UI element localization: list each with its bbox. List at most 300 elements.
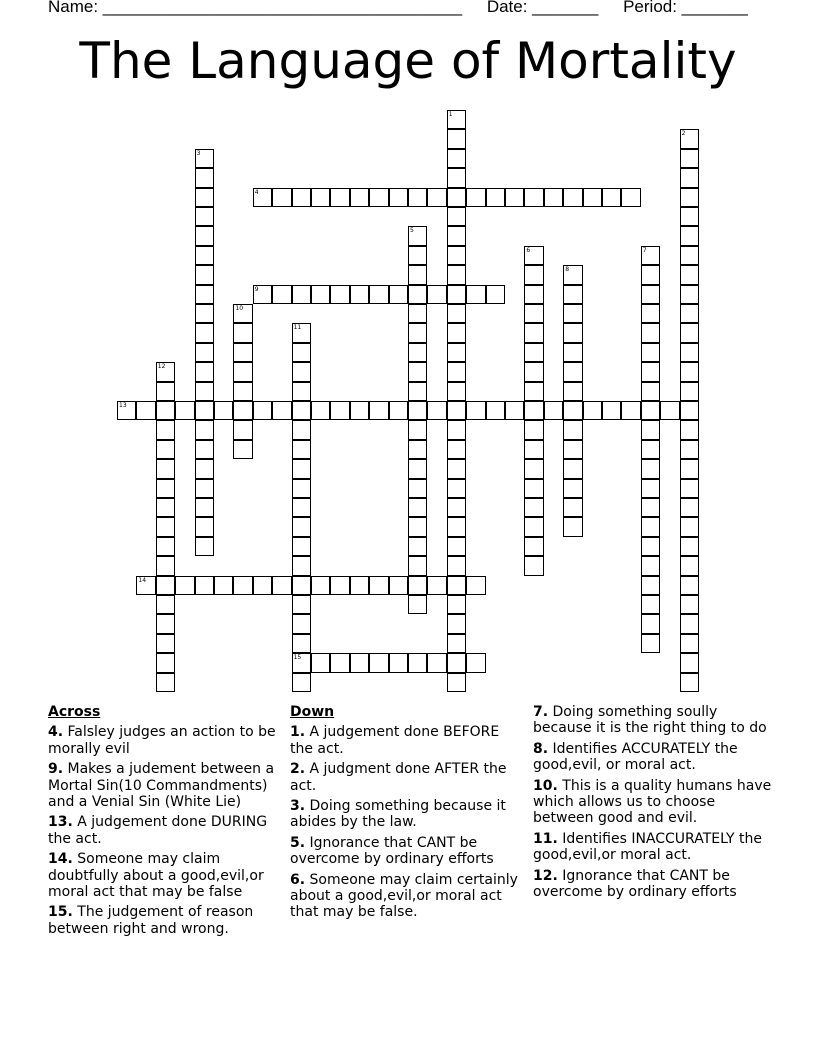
clue-number: 8. bbox=[533, 740, 549, 757]
crossword-cell[interactable] bbox=[136, 401, 155, 420]
crossword-cell[interactable] bbox=[330, 576, 349, 595]
crossword-cell[interactable] bbox=[214, 401, 233, 420]
crossword-cell[interactable] bbox=[641, 401, 660, 420]
clue-number: 10. bbox=[533, 777, 558, 794]
crossword-cell[interactable] bbox=[292, 537, 311, 556]
crossword-cell[interactable] bbox=[524, 382, 543, 401]
crossword-cell[interactable] bbox=[175, 576, 194, 595]
crossword-cell[interactable] bbox=[621, 401, 640, 420]
clue-number-label: 10 bbox=[235, 305, 244, 312]
clue-number: 5. bbox=[290, 834, 306, 851]
crossword-cell[interactable] bbox=[524, 362, 543, 381]
crossword-cell[interactable] bbox=[292, 517, 311, 536]
crossword-cell[interactable] bbox=[292, 634, 311, 653]
crossword-cell[interactable] bbox=[524, 304, 543, 323]
crossword-cell[interactable] bbox=[524, 323, 543, 342]
crossword-cell[interactable] bbox=[641, 576, 660, 595]
crossword-cell[interactable] bbox=[233, 420, 252, 439]
crossword-cell[interactable] bbox=[641, 498, 660, 517]
crossword-cell[interactable] bbox=[350, 576, 369, 595]
crossword-cell[interactable] bbox=[621, 188, 640, 207]
crossword-cell[interactable] bbox=[156, 614, 175, 633]
crossword-cell[interactable] bbox=[156, 459, 175, 478]
crossword-cell[interactable] bbox=[524, 401, 543, 420]
crossword-cell[interactable] bbox=[447, 207, 466, 226]
clue-number: 3. bbox=[290, 798, 306, 815]
crossword-cell[interactable] bbox=[292, 479, 311, 498]
clue-text: Someone may claim doubtfully about a good,evil,or moral act that may be false bbox=[48, 851, 264, 901]
crossword-cell[interactable] bbox=[311, 401, 330, 420]
clue-number-label: 13 bbox=[119, 402, 127, 409]
crossword-cell[interactable] bbox=[292, 556, 311, 575]
clue-text: This is a quality humans have which allows us to choose between good and evil. bbox=[533, 777, 772, 827]
crossword-cell[interactable] bbox=[641, 343, 660, 362]
crossword-cell[interactable] bbox=[195, 401, 214, 420]
crossword-cell[interactable] bbox=[195, 537, 214, 556]
crossword-cell[interactable] bbox=[524, 479, 543, 498]
crossword-cell[interactable] bbox=[350, 285, 369, 304]
clue-across bbox=[48, 851, 284, 900]
crossword-cell[interactable] bbox=[195, 226, 214, 245]
clue-across bbox=[48, 904, 284, 937]
crossword-cell[interactable] bbox=[389, 576, 408, 595]
crossword-cell[interactable] bbox=[447, 673, 466, 692]
clue-number: 13. bbox=[48, 814, 73, 831]
crossword-cell[interactable] bbox=[447, 440, 466, 459]
crossword-cell[interactable] bbox=[563, 382, 582, 401]
clue-down bbox=[533, 831, 773, 864]
crossword-cell[interactable] bbox=[544, 188, 563, 207]
crossword-cell[interactable] bbox=[195, 420, 214, 439]
crossword-cell[interactable] bbox=[156, 653, 175, 672]
crossword-cell[interactable] bbox=[447, 129, 466, 148]
crossword-cell[interactable] bbox=[641, 479, 660, 498]
crossword-cell[interactable] bbox=[156, 498, 175, 517]
clue-down bbox=[290, 761, 526, 794]
clue-down bbox=[533, 778, 773, 827]
crossword-cell[interactable] bbox=[447, 323, 466, 342]
crossword-cell[interactable] bbox=[408, 401, 427, 420]
clue-number-label: 1 bbox=[448, 111, 453, 118]
clue-down bbox=[290, 872, 526, 921]
crossword-cell[interactable] bbox=[369, 401, 388, 420]
crossword-cell[interactable] bbox=[195, 246, 214, 265]
crossword-cell[interactable] bbox=[292, 614, 311, 633]
crossword-cell[interactable] bbox=[680, 265, 699, 284]
crossword-cell[interactable] bbox=[195, 304, 214, 323]
crossword-cell[interactable] bbox=[292, 362, 311, 381]
clue-number: 1. bbox=[290, 724, 306, 741]
crossword-cell[interactable] bbox=[466, 188, 485, 207]
crossword-cell[interactable] bbox=[292, 285, 311, 304]
crossword-cell[interactable] bbox=[195, 479, 214, 498]
crossword-cell[interactable] bbox=[156, 420, 175, 439]
crossword-cell[interactable] bbox=[447, 265, 466, 284]
crossword-cell[interactable] bbox=[195, 576, 214, 595]
crossword-cell[interactable] bbox=[680, 246, 699, 265]
clue-number-label: 4 bbox=[254, 188, 259, 196]
crossword-cell[interactable] bbox=[233, 323, 252, 342]
crossword-cell[interactable] bbox=[369, 188, 388, 207]
crossword-cell[interactable] bbox=[641, 459, 660, 478]
crossword-cell[interactable] bbox=[195, 343, 214, 362]
crossword-cell[interactable] bbox=[641, 323, 660, 342]
crossword-cell[interactable] bbox=[641, 556, 660, 575]
crossword-cell[interactable] bbox=[292, 440, 311, 459]
crossword-cell[interactable] bbox=[466, 576, 485, 595]
crossword-cell[interactable] bbox=[524, 285, 543, 304]
crossword-cell[interactable] bbox=[641, 362, 660, 381]
crossword-cell[interactable] bbox=[680, 673, 699, 692]
crossword-cell[interactable] bbox=[563, 304, 582, 323]
crossword-cell[interactable] bbox=[583, 188, 602, 207]
crossword-cell[interactable] bbox=[156, 382, 175, 401]
crossword-cell[interactable] bbox=[408, 498, 427, 517]
crossword-cell[interactable] bbox=[680, 634, 699, 653]
crossword-cell[interactable] bbox=[369, 285, 388, 304]
crossword-cell[interactable] bbox=[427, 285, 446, 304]
crossword-cell[interactable] bbox=[563, 459, 582, 478]
clue-text: Doing something because it abides by the law. bbox=[290, 798, 506, 831]
crossword-cell[interactable] bbox=[292, 498, 311, 517]
crossword-cell[interactable] bbox=[680, 149, 699, 168]
down-clues-1 bbox=[290, 704, 526, 925]
clue-text: A judgment done AFTER the act. bbox=[290, 761, 507, 794]
crossword-cell[interactable] bbox=[563, 498, 582, 517]
crossword-cell[interactable] bbox=[641, 304, 660, 323]
crossword-cell[interactable] bbox=[389, 285, 408, 304]
crossword-cell[interactable] bbox=[233, 343, 252, 362]
crossword-cell[interactable] bbox=[563, 517, 582, 536]
crossword-cell[interactable] bbox=[680, 188, 699, 207]
crossword-cell[interactable] bbox=[195, 517, 214, 536]
crossword-cell[interactable] bbox=[311, 576, 330, 595]
crossword-cell[interactable] bbox=[330, 401, 349, 420]
crossword-cell[interactable] bbox=[680, 168, 699, 187]
crossword-cell[interactable] bbox=[602, 401, 621, 420]
clue-number-label: 14 bbox=[138, 576, 147, 584]
crossword-cell[interactable] bbox=[680, 440, 699, 459]
crossword-cell[interactable] bbox=[427, 401, 446, 420]
crossword-cell[interactable] bbox=[447, 614, 466, 633]
date-field[interactable]: Date: _______ bbox=[486, 0, 599, 16]
crossword-cell[interactable] bbox=[524, 517, 543, 536]
crossword-cell[interactable] bbox=[680, 323, 699, 342]
crossword-cell[interactable] bbox=[680, 614, 699, 633]
crossword-cell[interactable] bbox=[680, 420, 699, 439]
crossword-cell[interactable] bbox=[447, 246, 466, 265]
crossword-cell[interactable] bbox=[272, 401, 291, 420]
crossword-cell[interactable] bbox=[408, 440, 427, 459]
crossword-cell[interactable] bbox=[466, 653, 485, 672]
crossword-cell[interactable] bbox=[408, 517, 427, 536]
crossword-cell[interactable] bbox=[156, 440, 175, 459]
crossword-cell[interactable] bbox=[427, 188, 446, 207]
crossword-cell[interactable] bbox=[408, 304, 427, 323]
crossword-cell[interactable] bbox=[195, 382, 214, 401]
crossword-cell[interactable] bbox=[447, 188, 466, 207]
crossword-cell[interactable] bbox=[156, 556, 175, 575]
clue-down bbox=[290, 724, 526, 757]
crossword-cell[interactable] bbox=[369, 576, 388, 595]
clue-number-label: 11 bbox=[293, 324, 302, 332]
crossword-cell[interactable] bbox=[427, 653, 446, 672]
clue-number-label: 8 bbox=[565, 266, 570, 274]
crossword-cell[interactable] bbox=[563, 362, 582, 381]
crossword-cell[interactable] bbox=[680, 576, 699, 595]
crossword-cell[interactable] bbox=[680, 556, 699, 575]
crossword-cell[interactable] bbox=[680, 362, 699, 381]
crossword-cell[interactable] bbox=[292, 420, 311, 439]
crossword-cell[interactable] bbox=[408, 576, 427, 595]
crossword-cell[interactable] bbox=[292, 343, 311, 362]
crossword-cell[interactable] bbox=[583, 401, 602, 420]
crossword-cell[interactable] bbox=[427, 576, 446, 595]
crossword-cell[interactable] bbox=[408, 343, 427, 362]
crossword-cell[interactable] bbox=[408, 265, 427, 284]
crossword-cell[interactable] bbox=[408, 479, 427, 498]
crossword-cell[interactable] bbox=[447, 304, 466, 323]
crossword-cell[interactable] bbox=[524, 498, 543, 517]
crossword-cell[interactable] bbox=[156, 595, 175, 614]
crossword-cell[interactable] bbox=[350, 653, 369, 672]
crossword-cell[interactable] bbox=[272, 576, 291, 595]
crossword-cell[interactable] bbox=[524, 459, 543, 478]
crossword-cell[interactable] bbox=[408, 653, 427, 672]
crossword-cell[interactable] bbox=[563, 285, 582, 304]
crossword-cell[interactable] bbox=[641, 537, 660, 556]
crossword-cell[interactable] bbox=[641, 440, 660, 459]
crossword-cell[interactable] bbox=[195, 168, 214, 187]
crossword-cell[interactable] bbox=[195, 285, 214, 304]
crossword-cell[interactable] bbox=[486, 285, 505, 304]
crossword-cell[interactable] bbox=[563, 479, 582, 498]
clue-number: 14. bbox=[48, 851, 73, 868]
crossword-cell[interactable] bbox=[641, 382, 660, 401]
crossword-cell[interactable] bbox=[641, 614, 660, 633]
crossword-cell[interactable] bbox=[292, 459, 311, 478]
crossword-cell[interactable] bbox=[680, 382, 699, 401]
crossword-cell[interactable] bbox=[408, 382, 427, 401]
crossword-cell[interactable] bbox=[330, 653, 349, 672]
crossword-cell[interactable] bbox=[195, 188, 214, 207]
crossword-cell[interactable] bbox=[447, 343, 466, 362]
crossword-cell[interactable] bbox=[447, 517, 466, 536]
crossword-cell[interactable] bbox=[156, 517, 175, 536]
crossword-cell[interactable] bbox=[524, 420, 543, 439]
clue-number: 15. bbox=[48, 904, 73, 921]
crossword-cell[interactable] bbox=[447, 382, 466, 401]
crossword-cell[interactable] bbox=[447, 401, 466, 420]
clue-number: 7. bbox=[533, 704, 549, 720]
crossword-cell[interactable] bbox=[292, 382, 311, 401]
crossword-cell[interactable] bbox=[233, 362, 252, 381]
crossword-cell[interactable] bbox=[524, 343, 543, 362]
clue-number-label: 7 bbox=[642, 246, 647, 254]
clue-number-label: 15 bbox=[293, 654, 302, 662]
crossword-cell[interactable] bbox=[408, 537, 427, 556]
crossword-cell[interactable] bbox=[156, 634, 175, 653]
crossword-cell[interactable] bbox=[680, 343, 699, 362]
crossword-cell[interactable] bbox=[350, 188, 369, 207]
clue-number-label: 12 bbox=[157, 363, 166, 371]
name-field[interactable]: Name: ______________________________________ bbox=[48, 0, 463, 16]
crossword-cell[interactable] bbox=[292, 401, 311, 420]
clue-number-label: 3 bbox=[196, 149, 201, 157]
crossword-cell[interactable] bbox=[602, 188, 621, 207]
crossword-cell[interactable] bbox=[563, 188, 582, 207]
crossword-cell[interactable] bbox=[505, 401, 524, 420]
crossword-cell[interactable] bbox=[486, 401, 505, 420]
crossword-cell[interactable] bbox=[680, 517, 699, 536]
clue-text: A judgement done BEFORE the act. bbox=[290, 724, 500, 757]
crossword-cell[interactable] bbox=[447, 653, 466, 672]
crossword-cell[interactable] bbox=[660, 401, 679, 420]
crossword-cell[interactable] bbox=[447, 285, 466, 304]
crossword-cell[interactable] bbox=[350, 401, 369, 420]
period-field[interactable]: Period: _______ bbox=[623, 0, 748, 16]
crossword-cell[interactable] bbox=[641, 595, 660, 614]
crossword-cell[interactable] bbox=[330, 285, 349, 304]
clue-down bbox=[533, 741, 773, 774]
crossword-cell[interactable] bbox=[447, 556, 466, 575]
crossword-cell[interactable] bbox=[389, 188, 408, 207]
crossword-cell[interactable] bbox=[524, 188, 543, 207]
crossword-cell[interactable] bbox=[408, 595, 427, 614]
crossword-cell[interactable] bbox=[524, 537, 543, 556]
crossword-cell[interactable] bbox=[195, 323, 214, 342]
crossword-cell[interactable] bbox=[641, 265, 660, 284]
crossword-cell[interactable] bbox=[156, 673, 175, 692]
crossword-cell[interactable] bbox=[233, 576, 252, 595]
crossword-cell[interactable] bbox=[447, 362, 466, 381]
clue-number: 6. bbox=[290, 871, 306, 888]
crossword-cell[interactable] bbox=[641, 634, 660, 653]
crossword-cell[interactable] bbox=[680, 498, 699, 517]
crossword-cell[interactable] bbox=[447, 537, 466, 556]
crossword-cell[interactable] bbox=[447, 420, 466, 439]
crossword-cell[interactable] bbox=[641, 285, 660, 304]
crossword-cell[interactable] bbox=[253, 576, 272, 595]
crossword-cell[interactable] bbox=[447, 595, 466, 614]
crossword-cell[interactable] bbox=[447, 149, 466, 168]
crossword-cell[interactable] bbox=[408, 285, 427, 304]
crossword-cell[interactable] bbox=[292, 188, 311, 207]
crossword-cell[interactable] bbox=[408, 246, 427, 265]
crossword-cell[interactable] bbox=[447, 168, 466, 187]
crossword-cell[interactable] bbox=[233, 382, 252, 401]
crossword-cell[interactable] bbox=[447, 459, 466, 478]
clue-across bbox=[48, 724, 284, 757]
crossword-cell[interactable] bbox=[447, 576, 466, 595]
crossword-cell[interactable] bbox=[680, 226, 699, 245]
crossword-cell[interactable] bbox=[195, 362, 214, 381]
crossword-cell[interactable] bbox=[680, 537, 699, 556]
crossword-cell[interactable] bbox=[311, 285, 330, 304]
crossword-cell[interactable] bbox=[408, 420, 427, 439]
clue-text: A judgement done DURING the act. bbox=[48, 814, 268, 847]
crossword-cell[interactable] bbox=[330, 188, 349, 207]
crossword-cell[interactable] bbox=[680, 479, 699, 498]
crossword-cell[interactable] bbox=[408, 188, 427, 207]
crossword-cell[interactable] bbox=[680, 304, 699, 323]
crossword-cell[interactable] bbox=[214, 576, 233, 595]
crossword-cell[interactable] bbox=[680, 401, 699, 420]
crossword-cell[interactable] bbox=[524, 556, 543, 575]
crossword-cell[interactable] bbox=[156, 401, 175, 420]
crossword-cell[interactable] bbox=[408, 323, 427, 342]
crossword-cell[interactable] bbox=[195, 265, 214, 284]
crossword-cell[interactable] bbox=[233, 440, 252, 459]
crossword-cell[interactable] bbox=[563, 401, 582, 420]
crossword-cell[interactable] bbox=[195, 207, 214, 226]
crossword-cell[interactable] bbox=[389, 401, 408, 420]
crossword-cell[interactable] bbox=[195, 440, 214, 459]
crossword-cell[interactable] bbox=[563, 420, 582, 439]
crossword-cell[interactable] bbox=[680, 459, 699, 478]
crossword-cell[interactable] bbox=[447, 226, 466, 245]
crossword-cell[interactable] bbox=[524, 440, 543, 459]
crossword-cell[interactable] bbox=[524, 265, 543, 284]
crossword-cell[interactable] bbox=[233, 401, 252, 420]
crossword-cell[interactable] bbox=[175, 401, 194, 420]
crossword-cell[interactable] bbox=[447, 498, 466, 517]
crossword-cell[interactable] bbox=[195, 459, 214, 478]
clue-number: 4. bbox=[48, 724, 64, 741]
crossword-cell[interactable] bbox=[563, 343, 582, 362]
clue-down bbox=[290, 835, 526, 868]
clue-text: Identifies ACCURATELY the good,evil, or moral act. bbox=[533, 740, 738, 774]
crossword-cell[interactable] bbox=[156, 479, 175, 498]
crossword-cell[interactable] bbox=[311, 188, 330, 207]
crossword-cell[interactable] bbox=[253, 401, 272, 420]
crossword-cell[interactable] bbox=[680, 207, 699, 226]
crossword-cell[interactable] bbox=[563, 440, 582, 459]
crossword-cell[interactable] bbox=[641, 517, 660, 536]
crossword-cell[interactable] bbox=[447, 479, 466, 498]
crossword-cell[interactable] bbox=[563, 323, 582, 342]
crossword-cell[interactable] bbox=[292, 673, 311, 692]
crossword-cell[interactable] bbox=[311, 653, 330, 672]
crossword-cell[interactable] bbox=[505, 188, 524, 207]
crossword-cell[interactable] bbox=[544, 401, 563, 420]
crossword-cell[interactable] bbox=[369, 653, 388, 672]
crossword-cell[interactable] bbox=[486, 188, 505, 207]
crossword-cell[interactable] bbox=[466, 285, 485, 304]
crossword-cell[interactable] bbox=[680, 285, 699, 304]
clue-text: Identifies INACCURATELY the good,evil,or moral act. bbox=[533, 830, 763, 864]
crossword-cell[interactable] bbox=[680, 595, 699, 614]
crossword-cell[interactable] bbox=[272, 285, 291, 304]
crossword-cell[interactable] bbox=[389, 653, 408, 672]
crossword-cell[interactable] bbox=[292, 576, 311, 595]
crossword-cell[interactable] bbox=[292, 595, 311, 614]
clue-number: 12. bbox=[533, 867, 558, 884]
crossword-cell[interactable] bbox=[408, 362, 427, 381]
crossword-cell[interactable] bbox=[680, 653, 699, 672]
across-clues bbox=[48, 704, 284, 941]
crossword-cell[interactable] bbox=[195, 498, 214, 517]
crossword-cell[interactable] bbox=[408, 556, 427, 575]
crossword-cell[interactable] bbox=[272, 188, 291, 207]
crossword-cell[interactable] bbox=[408, 459, 427, 478]
crossword-cell[interactable] bbox=[447, 634, 466, 653]
crossword-cell[interactable] bbox=[641, 420, 660, 439]
clue-number-label: 2 bbox=[681, 130, 686, 138]
crossword-cell[interactable] bbox=[156, 537, 175, 556]
crossword-cell[interactable] bbox=[466, 401, 485, 420]
crossword-cell[interactable] bbox=[156, 576, 175, 595]
